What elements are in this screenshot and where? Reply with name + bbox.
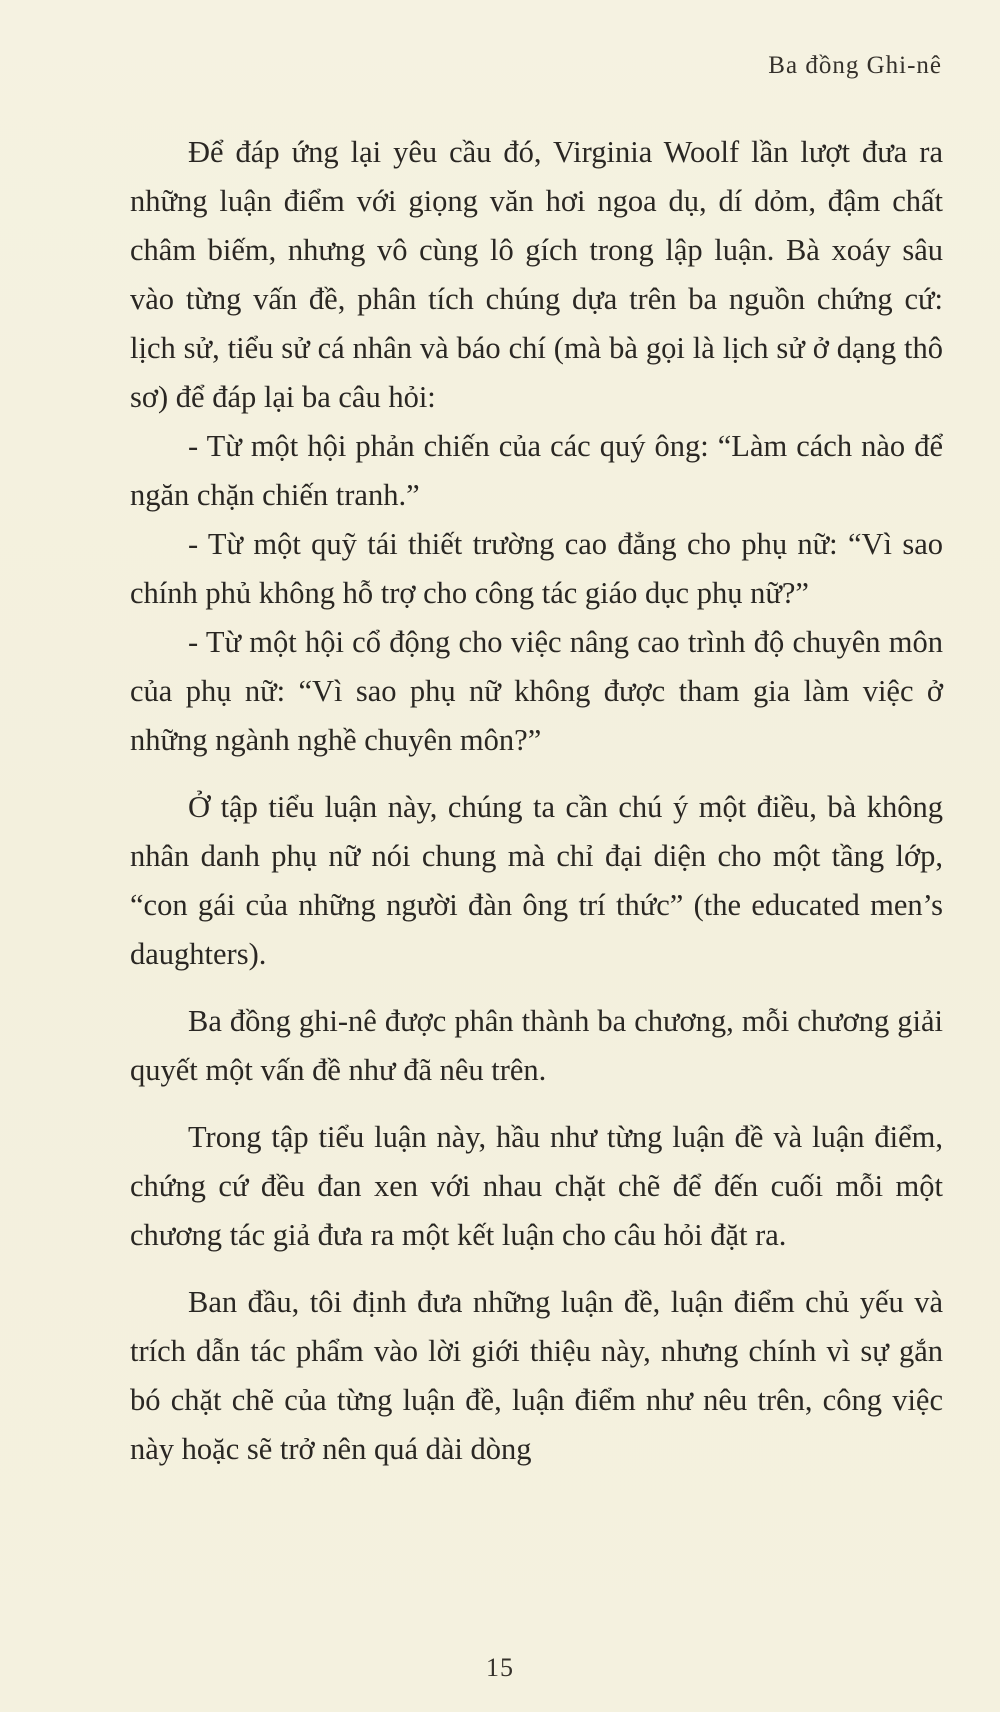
paragraph: Trong tập tiểu luận này, hầu như từng luận đề và luận điểm, chứng cứ đều đan xen với nhau chặt chẽ để đến cuối mỗi một chương tác giả đưa ra một kết luận cho câu hỏi đặt ra. (130, 1120, 943, 1252)
paragraph: Để đáp ứng lại yêu cầu đó, Virginia Woolf lần lượt đưa ra những luận điểm với giọng văn hơi ngoa dụ, dí dỏm, đậm chất châm biếm, nhưng vô cùng lô gích trong lập luận. Bà xoáy sâu vào từng vấn đề, phân tích chúng dựa trên ba nguồn chứng cứ: lịch sử, tiểu sử cá nhân và báo chí (mà bà gọi là lịch sử ở dạng thô sơ) để đáp lại ba câu hỏi: (130, 135, 943, 414)
paragraph: Ban đầu, tôi định đưa những luận đề, luận điểm chủ yếu và trích dẫn tác phẩm vào lời giới thiệu này, nhưng chính vì sự gắn bó chặt chẽ của từng luận đề, luận điểm như nêu trên, công việc này hoặc sẽ trở nên quá dài dòng (130, 1285, 943, 1466)
page-number: 15 (486, 1653, 514, 1682)
paragraph: Ba đồng ghi-nê được phân thành ba chương, mỗi chương giải quyết một vấn đề như đã nêu trên. (130, 1004, 943, 1087)
paragraph: - Từ một hội phản chiến của các quý ông: “Làm cách nào để ngăn chặn chiến tranh.” (130, 429, 943, 512)
paragraph: Ở tập tiểu luận này, chúng ta cần chú ý một điều, bà không nhân danh phụ nữ nói chung mà chỉ đại diện cho một tầng lớp, “con gái của những người đàn ông trí thức” (the educated men’s daughters). (130, 790, 943, 971)
paragraph: - Từ một quỹ tái thiết trường cao đẳng cho phụ nữ: “Vì sao chính phủ không hỗ trợ cho công tác giáo dục phụ nữ?” (130, 527, 943, 610)
body-text (130, 128, 943, 1474)
running-header: Ba đồng Ghi-nê (768, 52, 942, 79)
paragraph: - Từ một hội cổ động cho việc nâng cao trình độ chuyên môn của phụ nữ: “Vì sao phụ nữ không được tham gia làm việc ở những ngành nghề chuyên môn?” (130, 625, 943, 757)
